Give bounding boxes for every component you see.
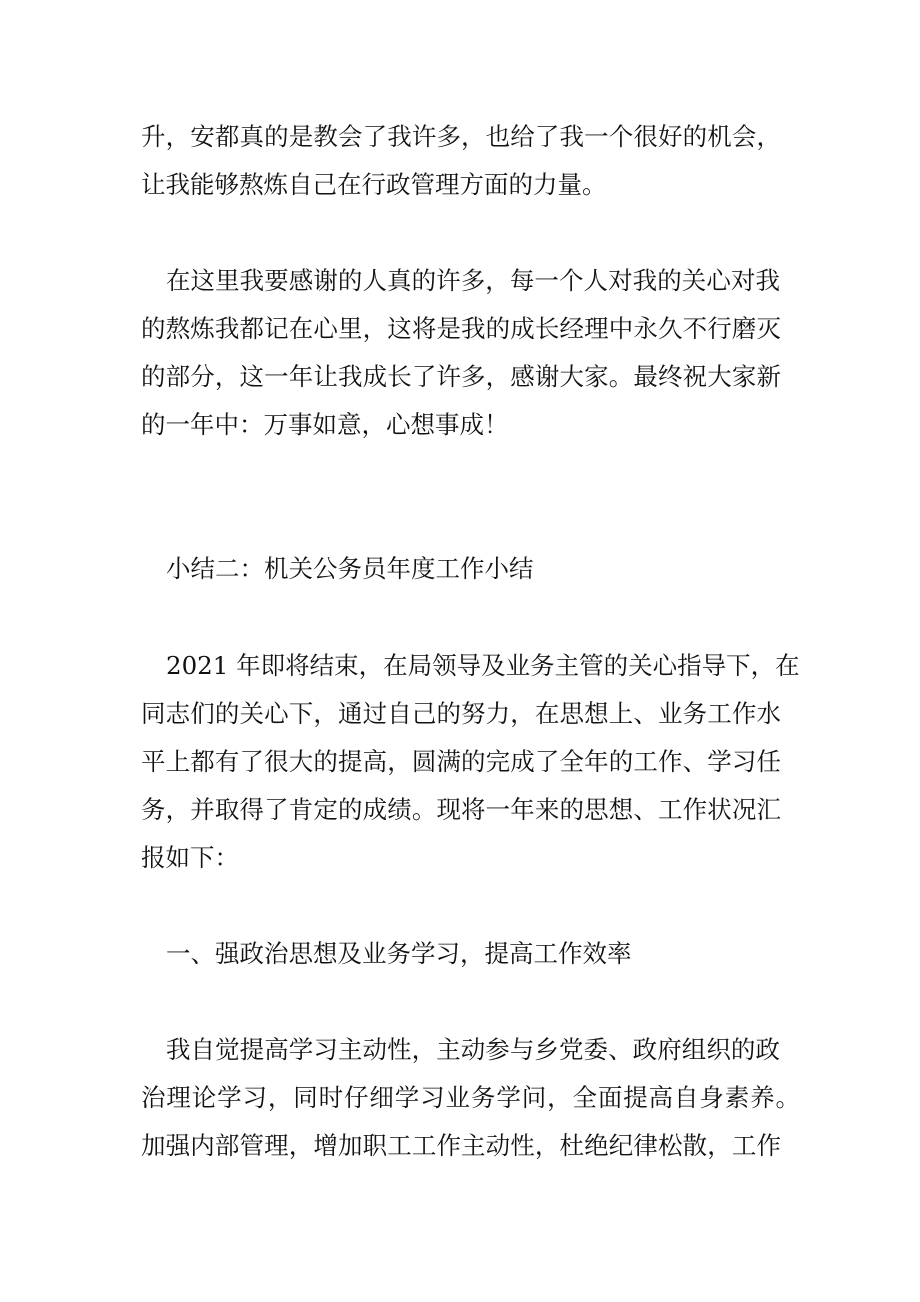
paragraph-line: 平上都有了很大的提高，圆满的完成了全年的工作、学习任 xyxy=(141,747,781,776)
section-heading: 一、强政治思想及业务学习，提高工作效率 xyxy=(166,939,632,968)
paragraph-line: 同志们的关心下，通过自己的努力，在思想上、业务工作水 xyxy=(141,699,781,728)
section-title: 小结二：机关公务员年度工作小结 xyxy=(166,554,534,583)
paragraph-line: 治理论学习，同时仔细学习业务学问，全面提高自身素养。 xyxy=(141,1083,800,1112)
paragraph-line: 升，安都真的是教会了我许多，也给了我一个很好的机会， xyxy=(141,122,781,151)
paragraph-line: 报如下： xyxy=(141,843,239,872)
paragraph-line: 的部分，这一年让我成长了许多，感谢大家。最终祝大家新 xyxy=(141,362,781,391)
paragraph-line: 加强内部管理，增加职工工作主动性，杜绝纪律松散，工作 xyxy=(141,1131,781,1160)
paragraph-line: 的一年中：万事如意，心想事成！ xyxy=(141,410,509,439)
paragraph-line: 让我能够熬炼自己在行政管理方面的力量。 xyxy=(141,170,607,199)
paragraph-line: 我自觉提高学习主动性，主动参与乡党委、政府组织的政 xyxy=(166,1035,780,1064)
paragraph-line: 的熬炼我都记在心里，这将是我的成长经理中永久不行磨灭 xyxy=(141,314,781,343)
paragraph-line: 在这里我要感谢的人真的许多，每一个人对我的关心对我 xyxy=(166,266,780,295)
paragraph-line: 务，并取得了肯定的成绩。现将一年来的思想、工作状况汇 xyxy=(141,795,781,824)
paragraph-line: 2021 年即将结束，在局领导及业务主管的关心指导下，在 xyxy=(166,651,800,680)
